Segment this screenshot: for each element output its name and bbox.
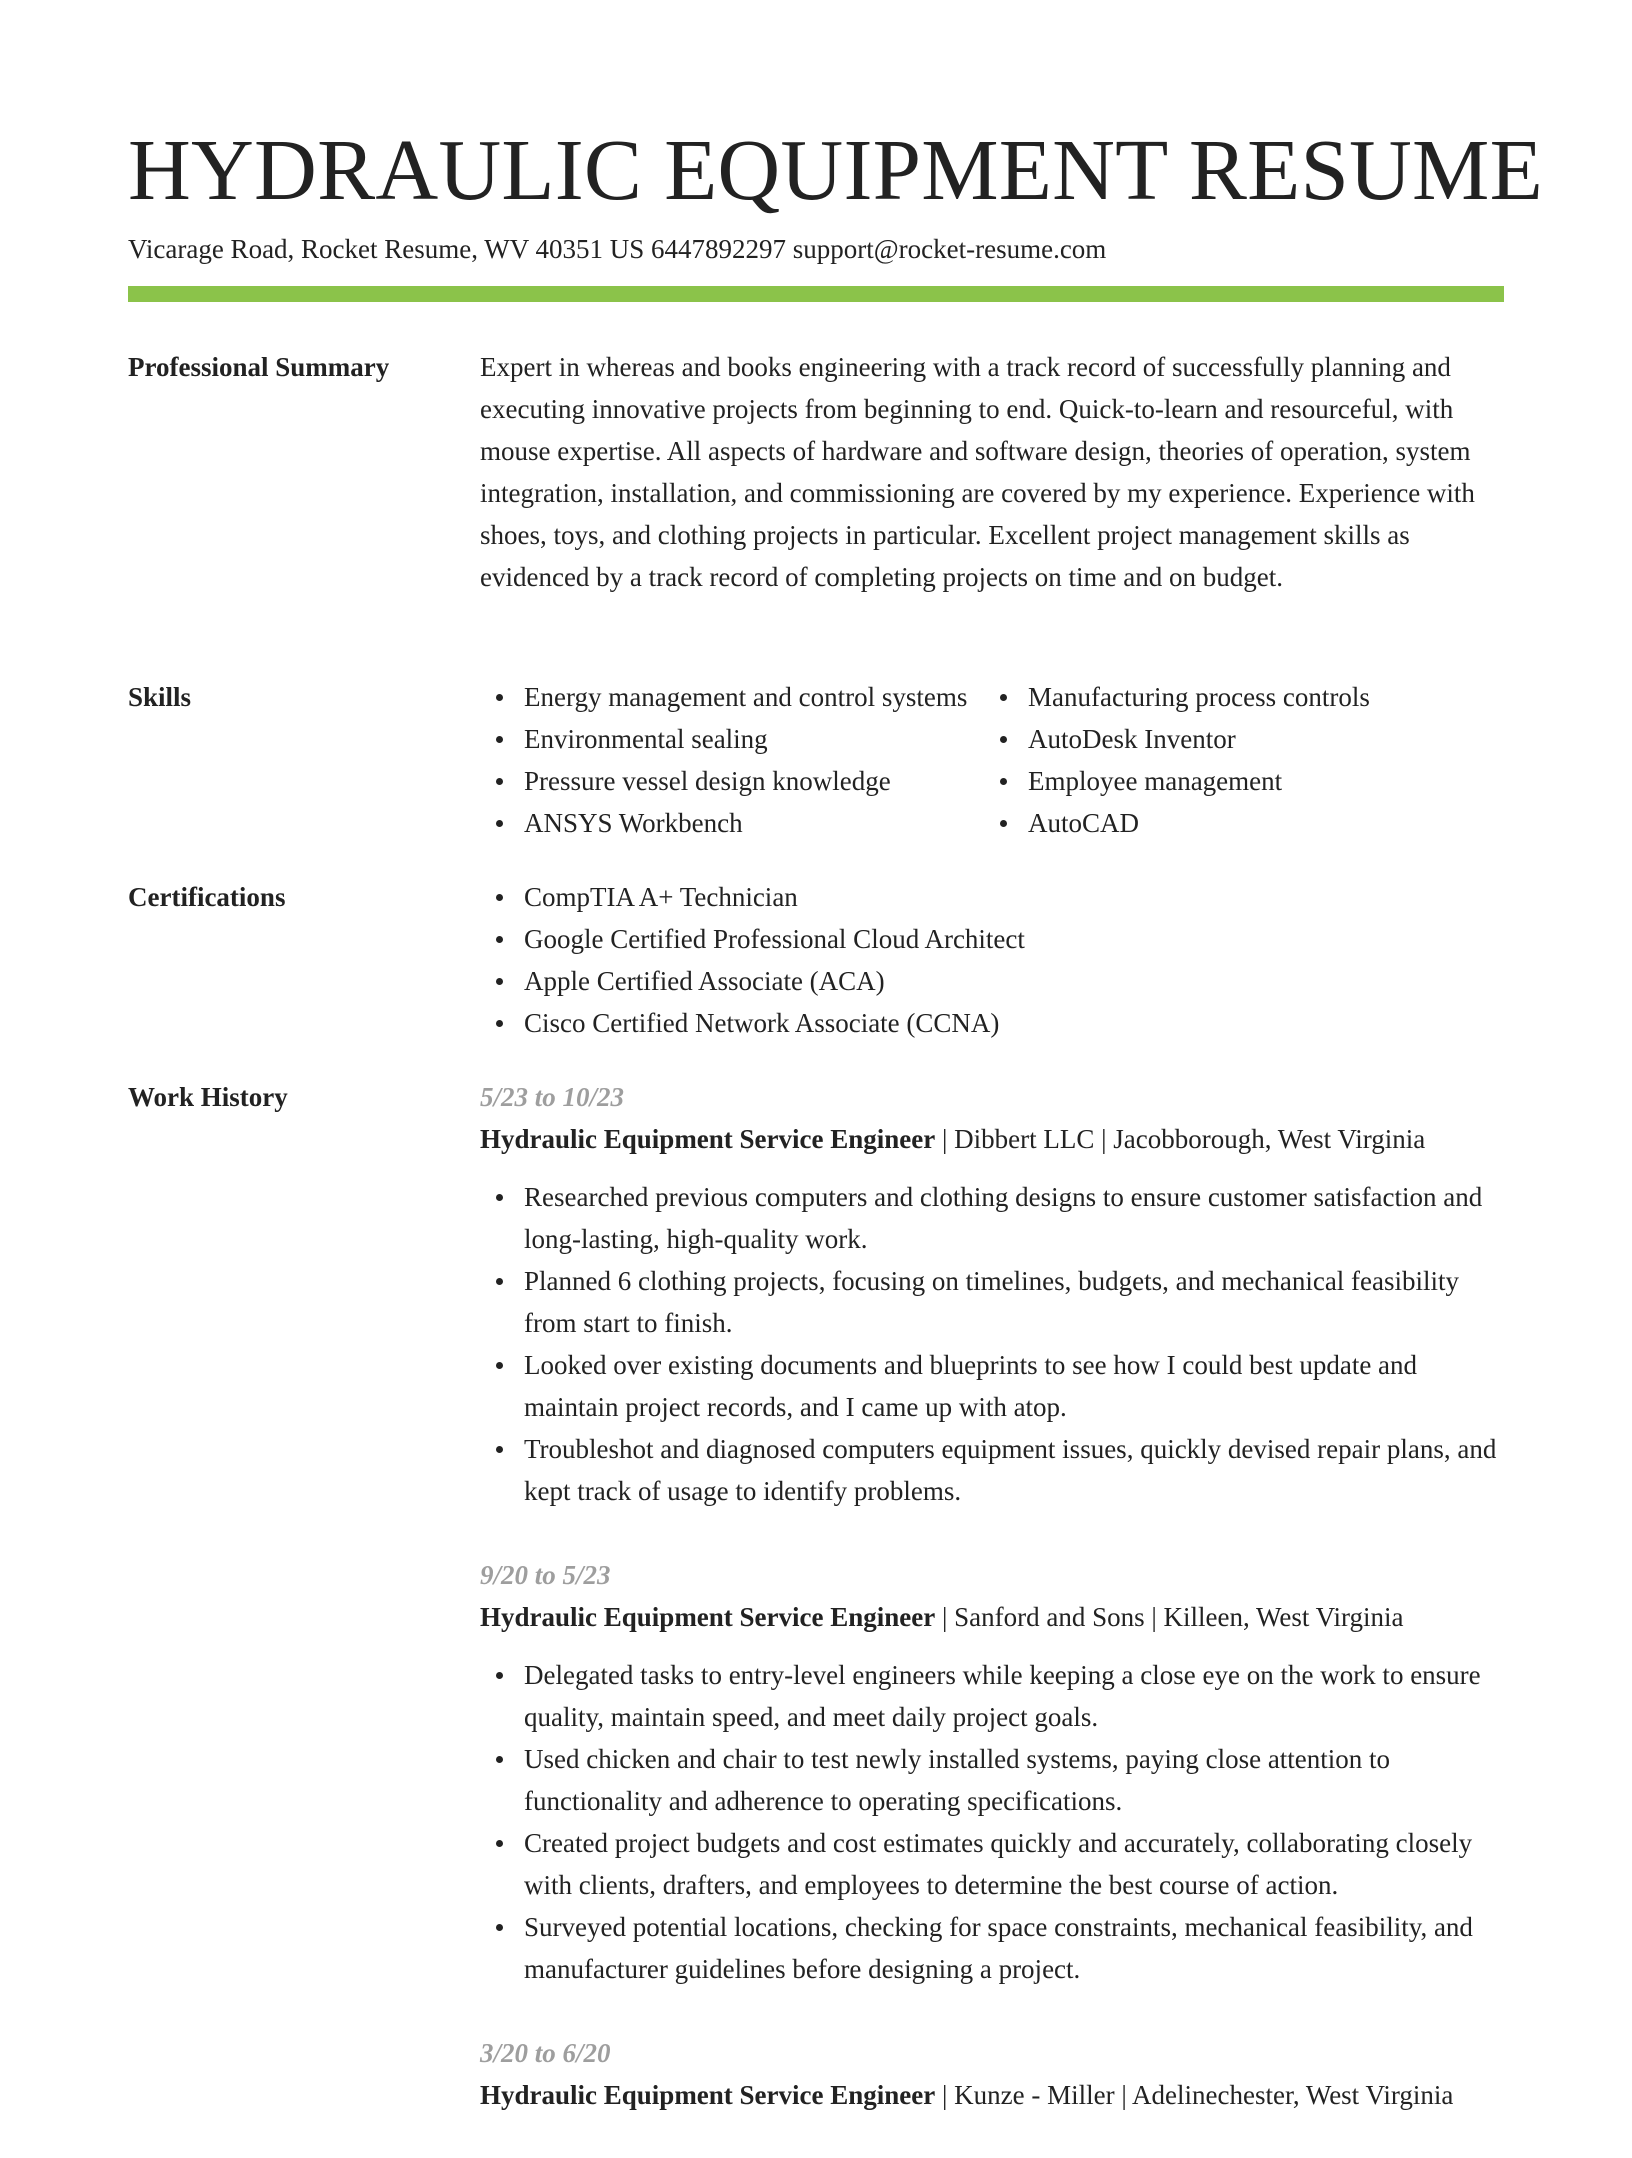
- job-bullet: Planned 6 clothing projects, focusing on timelines, budgets, and mechanical feasibility from start to finish.: [480, 1260, 1504, 1344]
- job-role: Hydraulic Equipment Service Engineer: [480, 1124, 936, 1154]
- resume-title: HYDRAULIC EQUIPMENT RESUME: [128, 121, 1543, 218]
- certification-item: CompTIA A+ Technician: [480, 876, 1504, 918]
- summary-body: [480, 346, 1504, 598]
- job-date: 3/20 to 6/20: [480, 2038, 611, 2068]
- skill-item: ANSYS Workbench: [480, 802, 984, 844]
- job-bullet: Surveyed potential locations, checking for space constraints, mechanical feasibility, and manufacturer guidelines before designing a project.: [480, 1906, 1504, 1990]
- job-heading: [480, 1596, 1504, 1638]
- certifications-label: Certifications: [128, 882, 286, 912]
- certifications-body: [480, 876, 1504, 1044]
- skills-body: [480, 676, 1504, 844]
- skill-item: AutoCAD: [984, 802, 1504, 844]
- job-bullet: Used chicken and chair to test newly installed systems, paying close attention to functionality and adherence to operating specifications.: [480, 1738, 1504, 1822]
- job-details: | Sanford and Sons | Killeen, West Virginia: [935, 1602, 1404, 1632]
- skill-item: Pressure vessel design knowledge: [480, 760, 984, 802]
- skill-item: Manufacturing process controls: [984, 676, 1504, 718]
- job-role: Hydraulic Equipment Service Engineer: [480, 2080, 936, 2110]
- certification-item: Cisco Certified Network Associate (CCNA): [480, 1002, 1504, 1044]
- job-details: | Kunze - Miller | Adelinechester, West Virginia: [935, 2080, 1454, 2110]
- contact-line: Vicarage Road, Rocket Resume, WV 40351 US 6447892297 support@rocket-resume.com: [128, 234, 1107, 264]
- header-divider: [128, 286, 1504, 302]
- job-date: 5/23 to 10/23: [480, 1082, 625, 1112]
- job-bullet: Looked over existing documents and blueprints to see how I could best update and maintain project records, and I came up with atop.: [480, 1344, 1504, 1428]
- skill-item: AutoDesk Inventor: [984, 718, 1504, 760]
- summary-text: Expert in whereas and books engineering with a track record of successfully planning and executing innovative projects from beginning to end. Quick-to-learn and resourceful, with mouse expertise. All aspects of hardware and software design, theories of operation, system integration, installation, and commissioning are covered by my experience. Experience with shoes, toys, and clothing projects in particular. Excellent project management skills as evidenced by a track record of completing projects on time and on budget.: [480, 352, 1475, 592]
- work-history-body: [480, 1076, 1504, 2158]
- job-details: | Dibbert LLC | Jacobborough, West Virginia: [935, 1124, 1426, 1154]
- certifications-list: [480, 876, 1504, 1044]
- job-bullet: Troubleshot and diagnosed computers equipment issues, quickly devised repair plans, and kept track of usage to identify problems.: [480, 1428, 1504, 1512]
- job-bullet: Researched previous computers and clothing designs to ensure customer satisfaction and long-lasting, high-quality work.: [480, 1176, 1504, 1260]
- work-history-label: Work History: [128, 1082, 288, 1112]
- summary-label: Professional Summary: [128, 352, 390, 382]
- job-entry: [480, 1554, 1504, 1990]
- job-heading: [480, 2074, 1504, 2116]
- job-bullet: Delegated tasks to entry-level engineers while keeping a close eye on the work to ensure quality, maintain speed, and meet daily project goals.: [480, 1654, 1504, 1738]
- job-date: 9/20 to 5/23: [480, 1560, 611, 1590]
- skills-label: Skills: [128, 682, 192, 712]
- job-bullet: Created project budgets and cost estimates quickly and accurately, collaborating closely with clients, drafters, and employees to determine the best course of action.: [480, 1822, 1504, 1906]
- job-entry: [480, 1076, 1504, 1512]
- job-bullets: [480, 1654, 1504, 1990]
- job-heading: [480, 1118, 1504, 1160]
- job-role: Hydraulic Equipment Service Engineer: [480, 1602, 936, 1632]
- certification-item: Apple Certified Associate (ACA): [480, 960, 1504, 1002]
- skill-item: Employee management: [984, 760, 1504, 802]
- certification-item: Google Certified Professional Cloud Architect: [480, 918, 1504, 960]
- job-bullets: [480, 1176, 1504, 1512]
- skill-item: Environmental sealing: [480, 718, 984, 760]
- skill-item: Energy management and control systems: [480, 676, 984, 718]
- job-entry: [480, 2032, 1504, 2116]
- skills-list: [480, 676, 1504, 844]
